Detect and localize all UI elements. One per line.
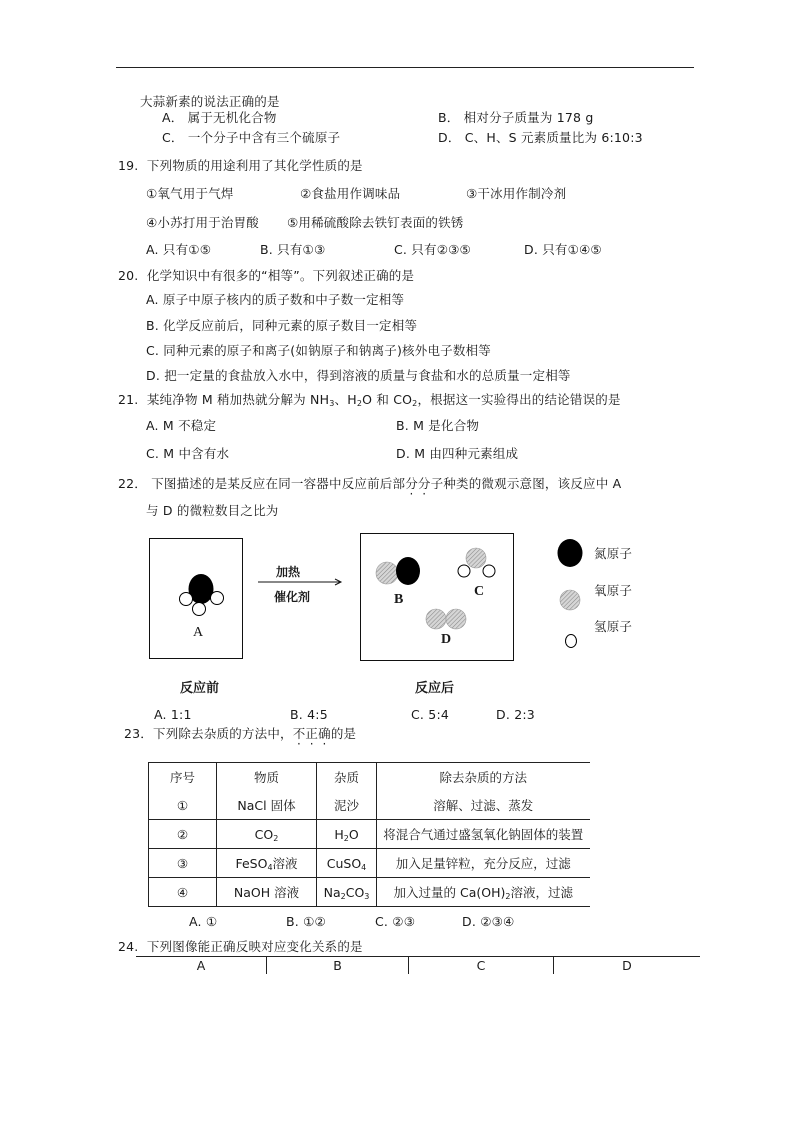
option-text: M 中含有水	[163, 446, 230, 461]
subscript: 3	[329, 399, 335, 408]
subscript: 2	[412, 399, 418, 408]
formula-part: FeSO	[235, 856, 268, 871]
option-text: ②③④	[480, 914, 515, 929]
formula-part: Na	[323, 884, 341, 900]
arrow-condition-bottom: 催化剂	[274, 590, 311, 604]
hydrogen-atom	[180, 593, 193, 606]
formula-part: CO	[345, 884, 365, 900]
q19-option-a[interactable]	[146, 242, 211, 258]
q21-question	[118, 392, 621, 408]
arrow-condition-top: 加热	[276, 565, 301, 579]
hydrogen-atom	[193, 603, 206, 616]
cell-no: ①	[149, 791, 217, 820]
subscript: 4	[361, 862, 367, 872]
header-rule	[116, 67, 694, 68]
q21-option-a[interactable]	[146, 418, 216, 434]
option-text: 2:3	[514, 707, 535, 722]
emphasis-char: 确	[318, 726, 331, 741]
stem-part: O 和 CO	[362, 392, 413, 407]
q22-option-b[interactable]	[290, 707, 328, 723]
q21-option-b[interactable]	[396, 418, 479, 434]
option-text: 4:5	[307, 707, 328, 722]
option-label: A.	[154, 707, 167, 722]
q23-option-b[interactable]	[286, 914, 326, 930]
stem-part: ，根据这一实验得出的结论错误的是	[417, 392, 621, 407]
option-label: D.	[396, 446, 410, 461]
option-label: D.	[146, 368, 160, 383]
cell-no: ③	[149, 849, 217, 878]
question-number: 19.	[118, 158, 139, 173]
option-label: B．	[438, 110, 460, 125]
impurity-table	[148, 762, 590, 907]
option-label: C.	[146, 343, 160, 358]
q23-option-c[interactable]	[375, 914, 415, 930]
reaction-arrow-icon	[256, 578, 344, 586]
cell-impurity: 泥沙	[317, 791, 377, 820]
cell-no: ④	[149, 878, 217, 907]
subscript: 2	[356, 399, 363, 408]
table-header: 除去杂质的方法	[377, 763, 590, 792]
option-text: ①②	[303, 914, 326, 929]
q20-option-a[interactable]	[146, 292, 404, 308]
stem-part: 、H	[334, 392, 357, 407]
q23-option-a[interactable]	[189, 914, 217, 930]
q19-item-4: ④小苏打用于治胃酸	[146, 215, 260, 230]
molecules-bcd-diagram	[360, 533, 514, 661]
q24-column-a: A	[196, 958, 206, 973]
option-label: A．	[162, 110, 184, 125]
subscript: 2	[343, 833, 349, 843]
question-stem: 下列图像能正确反映对应变化关系的是	[146, 939, 363, 954]
formula-part: CuSO	[326, 855, 362, 871]
table-header: 物质	[217, 763, 317, 792]
q24-column-d: D	[622, 958, 632, 973]
q22-question-line2: 与 D 的微粒数目之比为	[146, 503, 279, 518]
q19-item-1: ①氧气用于气焊	[146, 186, 234, 201]
option-label: A.	[146, 242, 159, 257]
subscript: 2	[273, 833, 279, 843]
cell-method	[377, 878, 590, 907]
table-row	[149, 791, 590, 820]
caption-after: 反应后	[415, 681, 455, 696]
option-text: 5:4	[428, 707, 450, 722]
hydrogen-atom	[483, 565, 495, 577]
q23-question	[124, 726, 356, 742]
option-text: 只有②③⑤	[411, 242, 471, 257]
option-text: 1:1	[170, 707, 192, 722]
q18-option-c[interactable]	[162, 130, 340, 146]
atom-legend-icons	[556, 538, 586, 650]
option-text: M 是化合物	[413, 418, 480, 433]
q18-stem: 大蒜新素的说法正确的是	[140, 94, 280, 109]
q20-question	[118, 268, 414, 284]
option-text: 同种元素的原子和离子(如钠原子和钠离子)核外电子数相等	[163, 343, 491, 358]
q24-column-c: C	[476, 958, 486, 973]
emphasis-char: 正	[305, 726, 319, 741]
option-label: A.	[146, 292, 159, 307]
option-text: 把一定量的食盐放入水中，得到溶液的质量与食盐和水的总质量一定相等	[164, 368, 571, 383]
option-text: 原子中原子核内的质子数和中子数一定相等	[162, 292, 405, 307]
q20-option-d[interactable]	[146, 368, 571, 384]
stem-part: 下列除去杂质的方法中，	[153, 726, 293, 741]
q20-option-c[interactable]	[146, 343, 491, 359]
q19-option-d[interactable]	[524, 242, 602, 258]
cell-impurity	[317, 878, 377, 907]
q22-option-c[interactable]	[411, 707, 449, 723]
molecule-label-a: A	[193, 625, 204, 640]
question-stem: 下列物质的用途利用了其化学性质的是	[146, 158, 363, 173]
oxygen-atom	[426, 609, 446, 629]
stem-part: 子种类的微观示意图，该反应中 A	[430, 476, 622, 491]
method-part: 溶液，过滤	[510, 885, 573, 900]
option-label: B.	[260, 242, 273, 257]
q24-column-b: B	[333, 958, 342, 973]
subscript: 4	[267, 863, 273, 872]
stem-part: 某纯净物 M 稍加热就分解为 NH	[146, 392, 330, 407]
option-label: B.	[146, 318, 159, 333]
question-number: 23．	[124, 726, 154, 741]
subscript: 2	[340, 891, 346, 901]
table-row	[149, 820, 590, 849]
q18-option-d[interactable]	[438, 130, 643, 146]
option-label: A.	[189, 914, 202, 929]
cell-impurity	[317, 820, 377, 849]
legend-hydrogen: 氢原子	[594, 619, 633, 634]
option-label: B.	[290, 707, 303, 722]
option-label: D．	[438, 130, 461, 145]
nitrogen-atom	[396, 557, 420, 585]
oxygen-atom-icon	[560, 590, 580, 610]
option-text: 一个分子中含有三个硫原子	[187, 130, 341, 145]
stem-part: 下图描述的是某反应在同一容器中反应前后部	[151, 476, 406, 491]
q22-option-d[interactable]	[496, 707, 535, 723]
q20-option-b[interactable]	[146, 318, 417, 334]
option-text: ②③	[392, 914, 416, 929]
option-text: M 不稳定	[162, 418, 217, 433]
q21-option-c[interactable]	[146, 446, 229, 462]
question-stem: 化学知识中有很多的“相等”。下列叙述正确的是	[146, 268, 415, 283]
option-label: C.	[146, 446, 160, 461]
molecule-label-d: D	[441, 632, 452, 647]
option-label: D.	[496, 707, 510, 722]
option-label: C．	[162, 130, 184, 145]
cell-method: 溶解、过滤、蒸发	[377, 791, 590, 820]
cell-method: 将混合气通过盛氢氧化钠固体的装置	[377, 820, 590, 849]
legend-nitrogen: 氮原子	[594, 546, 633, 561]
option-text: ①	[205, 914, 218, 929]
question-number: 24.	[118, 939, 139, 954]
formula-part: CO	[254, 826, 274, 842]
method-part: 加入过量的 Ca(OH)	[393, 885, 506, 900]
option-text: 只有①③	[277, 242, 326, 257]
molecule-label-c: C	[474, 584, 485, 599]
q19-option-c[interactable]	[394, 242, 471, 258]
option-label: D.	[524, 242, 538, 257]
cell-impurity	[317, 849, 377, 878]
option-text: 只有①⑤	[162, 242, 212, 257]
q19-option-b[interactable]	[260, 242, 325, 258]
emphasis-char: 分	[417, 476, 431, 491]
option-label: B.	[396, 418, 409, 433]
table-header: 杂质	[317, 763, 377, 792]
q19-item-5: ⑤用稀硫酸除去铁钉表面的铁锈	[287, 215, 464, 230]
oxygen-atom	[466, 548, 486, 568]
emphasis-char: 分	[405, 476, 418, 491]
cell-substance: NaOH 溶液	[217, 878, 317, 907]
option-text: 只有①④⑤	[542, 242, 602, 257]
caption-before: 反应前	[180, 681, 220, 696]
option-label: C.	[411, 707, 425, 722]
option-text: 相对分子质量为 178 g	[463, 110, 594, 125]
q22-question-line1	[118, 476, 621, 492]
formula-part: H	[334, 826, 344, 842]
q22-option-a[interactable]	[154, 707, 192, 723]
option-label: C.	[394, 242, 408, 257]
option-label: C.	[375, 914, 389, 929]
q24-question	[118, 939, 363, 955]
question-number: 21.	[118, 392, 139, 407]
option-text: M 由四种元素组成	[414, 446, 519, 461]
option-label: B.	[286, 914, 299, 929]
nitrogen-atom-icon	[558, 539, 583, 567]
stem-part: 的是	[330, 726, 357, 741]
cell-method: 加入足量锌粒，充分反应，过滤	[377, 849, 590, 878]
table-row	[149, 849, 590, 878]
subscript: 2	[505, 892, 511, 901]
hydrogen-atom	[458, 565, 470, 577]
emphasis-char: 不	[292, 726, 306, 741]
q19-item-2: ②食盐用作调味品	[300, 186, 401, 201]
table-row	[149, 878, 590, 907]
molecule-label-b: B	[394, 592, 404, 607]
q19-question	[118, 158, 363, 174]
formula-part: 溶液	[272, 856, 298, 871]
cell-substance	[217, 849, 317, 878]
legend-oxygen: 氧原子	[594, 583, 633, 598]
option-label: A.	[146, 418, 159, 433]
table-header: 序号	[149, 763, 217, 792]
q19-item-3: ③干冰用作制冷剂	[466, 186, 567, 201]
cell-substance	[217, 820, 317, 849]
q23-option-d[interactable]	[462, 914, 514, 930]
q18-option-a[interactable]	[162, 110, 277, 126]
oxygen-atom	[376, 562, 398, 584]
question-number: 20.	[118, 268, 139, 283]
q21-option-d[interactable]	[396, 446, 518, 462]
option-label: D.	[462, 914, 476, 929]
q18-option-b[interactable]	[438, 110, 594, 126]
hydrogen-atom	[211, 592, 224, 605]
oxygen-atom	[446, 609, 466, 629]
hydrogen-atom-icon	[566, 635, 577, 648]
cell-substance: NaCl 固体	[217, 791, 317, 820]
option-text: 化学反应前后，同种元素的原子数目一定相等	[163, 318, 418, 333]
option-text: 属于无机化合物	[187, 110, 277, 125]
cell-no: ②	[149, 820, 217, 849]
option-text: C、H、S 元素质量比为 6:10:3	[464, 130, 643, 145]
question-number: 22．	[118, 476, 148, 491]
formula-part: O	[348, 826, 359, 842]
subscript: 3	[364, 891, 370, 901]
table-header-row	[149, 763, 590, 792]
